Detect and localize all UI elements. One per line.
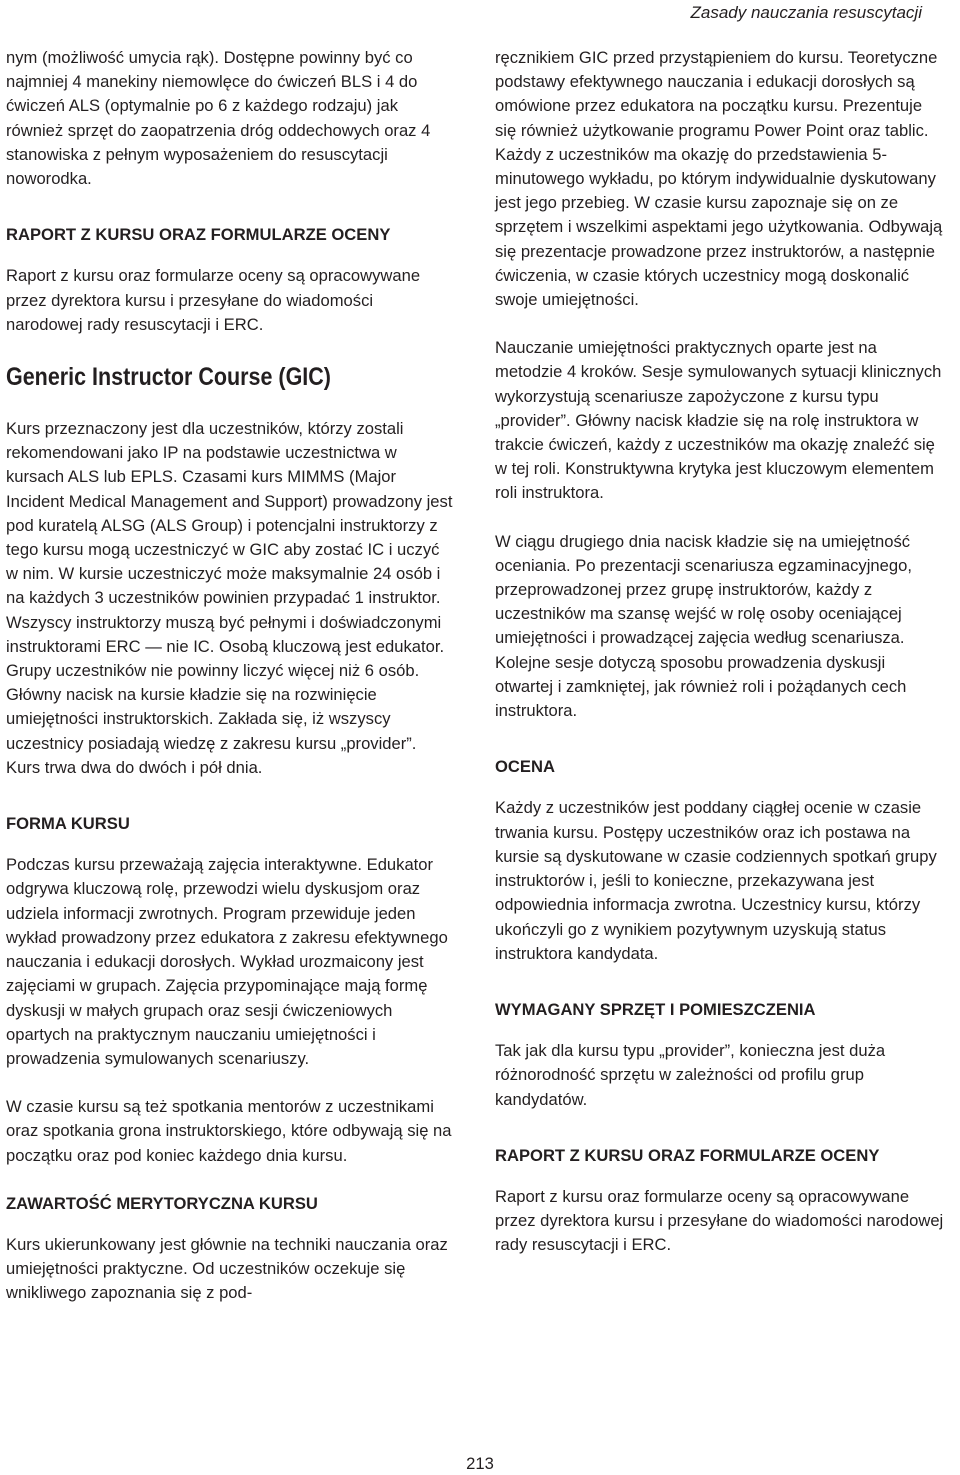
heading-forma-kursu: FORMA KURSU xyxy=(6,814,130,834)
heading-zawartosc: ZAWARTOŚĆ MERYTORYCZNA KURSU xyxy=(6,1193,318,1213)
paragraph-sprzet: Tak jak dla kursu typu „provider”, konieczna jest duża różnorodność sprzętu w zależności od profilu grup kandydatów. xyxy=(495,1041,886,1109)
paragraph-forma-1: Podczas kursu przeważają zajęcia interaktywne. Edukator odgrywa kluczową rolę, przewodzi wielu dyskusjom oraz udziela informacji zwrotnych. Program przewiduje jeden wykład prowadzony przez edukatora z zakresu efektywnego nauczania i edukacji dorosłych. Wykład urozmaicony jest zajęciami w grupach. Zajęcia przypominające mają formę dyskusji w małych grupach oraz sesji ćwiczeniowych opartych na praktycznym nauczaniu umiejętności i prowadzenia symulowanych scenariuszy. xyxy=(6,855,448,1068)
paragraph-intro: nym (możliwość umycia rąk). Dostępne powinny być co najmniej 4 manekiny niemowlęce do ćwiczeń BLS i 4 do ćwiczeń ALS (optymalnie po 6 z każdego rodzaju) jak również sprzęt do zaopatrzenia dróg oddechowych oraz 4 stanowiska z pełnym wyposażeniem do resuscytacji noworodka. xyxy=(6,48,431,189)
page-number: 213 xyxy=(466,1454,494,1473)
paragraph-zawartosc: Kurs ukierunkowany jest głównie na techniki nauczania oraz umiejętności praktyczne. Od uczestników oczekuje się wnikliwego zapoznania się z pod- xyxy=(6,1234,448,1303)
heading-raport-2: RAPORT Z KURSU ORAZ FORMULARZE OCENY xyxy=(495,1145,880,1165)
paragraph-raport-2: Raport z kursu oraz formularze oceny są opracowywane przez dyrektora kursu i przesyłane do wiadomości narodowej rady resuscytacji i ERC. xyxy=(495,1186,944,1255)
paragraph-forma-2: W czasie kursu są też spotkania mentorów z uczestnikami oraz spotkania grona instruktorskiego, które odbywają się na początku oraz pod koniec każdego dnia kursu. xyxy=(6,1097,452,1165)
paragraph-4-kroki: Nauczanie umiejętności praktycznych oparte jest na metodzie 4 kroków. Sesje symulowanych sytuacji klinicznych wykorzystują scenariusze zapożyczone z kursu typu „provider”. Główny nacisk kładzie się na rolę instruktora w trakcie ćwiczeń, każdy z uczestników ma okazję znaleźć się w tej roli. Konstruktywna krytyka jest kluczowym elementem roli instruktora. xyxy=(495,338,942,503)
heading-sprzet: WYMAGANY SPRZĘT I POMIESZCZENIA xyxy=(495,999,816,1019)
heading-ocena: OCENA xyxy=(495,757,555,777)
paragraph-gic: Kurs przeznaczony jest dla uczestników, którzy zostali rekomendowani jako IP na podstawie uczestnictwa w kursach ALS lub EPLS. Czasami kurs MIMMS (Major Incident Medical Management and Support) prowadzony jest pod kuratelą ALSG (ALS Group) i potencjalni instruktorzy z tego kursu mogą uczestniczyć w GIC aby zostać IC i uczyć w nim. W kursie uczestniczyć może maksymalnie 24 osób i na każdych 3 uczestników powinien przypadać 1 instruktor. Wszyscy instruktorzy muszą być pełnymi i doświadczonymi instruktorami ERC — nie IC. Osobą kluczową jest edukator. Grupy uczestników nie powinny liczyć więcej niż 6 osób. Główny nacisk na kursie kładzie się na rozwinięcie umiejętności instruktorskich. Zakłada się, iż wszyscy uczestnicy posiadają wiedzę z zakresu kursu „provider”. Kurs trwa dwa do dwóch i pół dnia. xyxy=(6,419,453,777)
left-column xyxy=(6,46,454,1306)
section-title-gic: Generic Instructor Course (GIC) xyxy=(6,363,331,392)
heading-raport: RAPORT Z KURSU ORAZ FORMULARZE OCENY xyxy=(6,225,391,245)
paragraph-drugi-dzien: W ciągu drugiego dnia nacisk kładzie się na umiejętność oceniania. Po prezentacji scenariusza egzaminacyjnego, przeprowadzonej przez grupę instruktorów, każdy z uczestników ma szansę wejść w rolę osoby oceniającej umiejętności i prowadzącej zajęcia według scenariusza. Kolejne sesje dotyczą sposobu prowadzenia dyskusji otwartej i zamkniętej, jak również roli i pożądanych cech instruktora. xyxy=(495,531,912,721)
running-header: Zasady nauczania resuscytacji xyxy=(690,3,922,22)
paragraph-ocena: Każdy z uczestników jest poddany ciągłej ocenie w czasie trwania kursu. Postępy uczestników oraz ich postawa na kursie są dyskutowane w czasie codziennych spotkań grupy instruktorów i, jeśli to konieczne, przekazywana jest odpowiednia informacja zwrotna. Uczestnicy kursu, którzy ukończyli go z wynikiem pozytywnym uzyskują status instruktora kandydata. xyxy=(495,798,937,963)
right-column xyxy=(495,46,947,1258)
paragraph-continued: ręcznikiem GIC przed przystąpieniem do kursu. Teoretyczne podstawy efektywnego nauczania i edukacji dorosłych są omówione przez edukatora na początku kursu. Prezentuje się również użytkowanie programu Power Point oraz tablic. Każdy z uczestników ma okazję do przedstawienia 5-minutowego wykładu, po którym indywidualnie dyskutowany jest jego przebieg. W czasie kursu zapoznaje się on ze sprzętem i wszelkimi aspektami jego użytkowania. Odbywają się prezentacje prowadzone przez instruktorów, a następnie ćwiczenia, w czasie których uczestnicy mogą doskonalić swoje umiejętności. xyxy=(495,48,943,310)
paragraph-raport: Raport z kursu oraz formularze oceny są opracowywane przez dyrektora kursu i przesyłane do wiadomości narodowej rady resuscytacji i ERC. xyxy=(6,266,421,334)
